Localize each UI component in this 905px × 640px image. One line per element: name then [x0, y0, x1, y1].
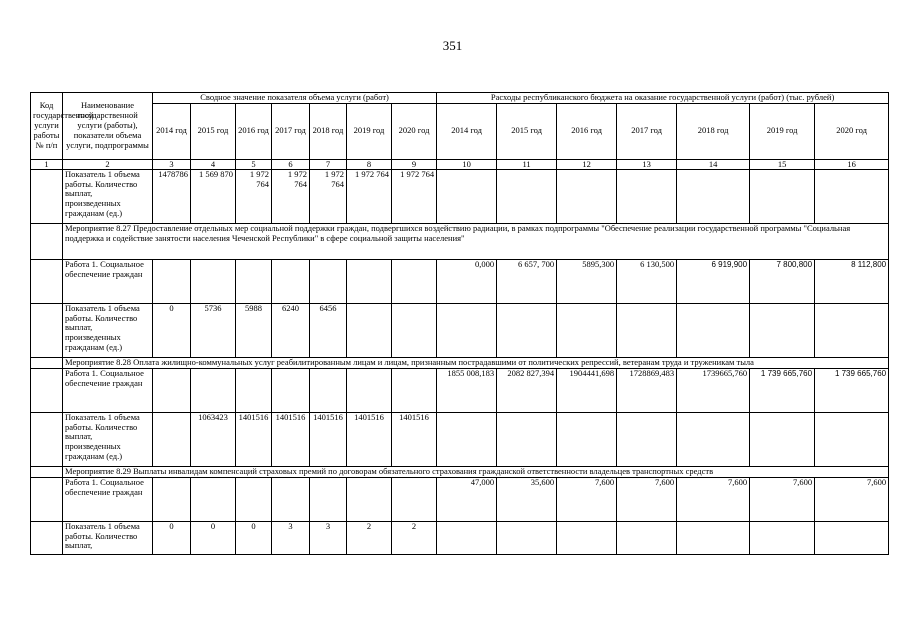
- budget-cell: [497, 412, 557, 466]
- column-number: 5: [236, 159, 272, 169]
- volume-cell: [191, 368, 236, 412]
- volume-cell: [236, 368, 272, 412]
- row-name: Показатель 1 объема работы. Количество выплат, произведенных гражданам (ед.): [63, 169, 153, 223]
- row-code: [31, 466, 63, 477]
- volume-cell: 3: [272, 521, 310, 554]
- volume-cell: 2: [392, 521, 437, 554]
- budget-cell: [815, 412, 889, 466]
- row-code: [31, 368, 63, 412]
- row-name: Работа 1. Социальное обеспечение граждан: [63, 368, 153, 412]
- volume-cell: [272, 368, 310, 412]
- budget-cell: [557, 169, 617, 223]
- budget-cell: 5895,300: [557, 259, 617, 303]
- volume-cell: [392, 303, 437, 357]
- header-budget-year: 2019 год: [750, 103, 815, 159]
- budget-cell: [677, 521, 750, 554]
- volume-cell: [347, 368, 392, 412]
- measure-row: [31, 223, 889, 259]
- table-row: [31, 169, 889, 223]
- header-volume-year: 2020 год: [392, 103, 437, 159]
- volume-cell: [153, 477, 191, 521]
- header-volume-year: 2018 год: [310, 103, 347, 159]
- budget-cell: 1 739 665,760: [750, 368, 815, 412]
- budget-cell: [617, 169, 677, 223]
- volume-cell: [236, 259, 272, 303]
- volume-cell: 1401516: [236, 412, 272, 466]
- budget-cell: [815, 303, 889, 357]
- table-row: [31, 259, 889, 303]
- budget-cell: [815, 521, 889, 554]
- header-budget-year: 2016 год: [557, 103, 617, 159]
- volume-cell: [272, 259, 310, 303]
- header-budget-year: 2014 год: [437, 103, 497, 159]
- budget-cell: [557, 303, 617, 357]
- budget-cell: 6 130,500: [617, 259, 677, 303]
- volume-cell: 1401516: [392, 412, 437, 466]
- row-code: [31, 412, 63, 466]
- budget-cell: 7,600: [677, 477, 750, 521]
- row-name: Работа 1. Социальное обеспечение граждан: [63, 259, 153, 303]
- header-budget-year: 2017 год: [617, 103, 677, 159]
- measure-row: [31, 357, 889, 368]
- budget-cell: [437, 169, 497, 223]
- budget-cell: 7,600: [815, 477, 889, 521]
- budget-cell: 1 739 665,760: [815, 368, 889, 412]
- budget-cell: [750, 303, 815, 357]
- volume-cell: [347, 303, 392, 357]
- budget-cell: 1728869,483: [617, 368, 677, 412]
- row-name: Показатель 1 объема работы. Количество выплат, произведенных гражданам (ед.): [63, 412, 153, 466]
- budget-cell: [437, 303, 497, 357]
- volume-cell: 0: [236, 521, 272, 554]
- volume-cell: 1 569 870: [191, 169, 236, 223]
- header-volume-year: 2019 год: [347, 103, 392, 159]
- column-number: 12: [557, 159, 617, 169]
- budget-cell: [497, 169, 557, 223]
- budget-cell: [497, 303, 557, 357]
- budget-cell: [437, 412, 497, 466]
- header-row-2: [31, 103, 889, 159]
- volume-cell: [347, 259, 392, 303]
- header-code: Код государственной услуги работы № п/п: [31, 93, 63, 160]
- volume-cell: 1 972 764: [236, 169, 272, 223]
- budget-cell: [497, 521, 557, 554]
- header-volume-year: 2014 год: [153, 103, 191, 159]
- budget-cell: [557, 412, 617, 466]
- column-number: 9: [392, 159, 437, 169]
- volume-cell: [347, 477, 392, 521]
- volume-cell: 1401516: [272, 412, 310, 466]
- column-number: 1: [31, 159, 63, 169]
- column-number: 15: [750, 159, 815, 169]
- volume-cell: [191, 477, 236, 521]
- budget-cell: [815, 169, 889, 223]
- row-code: [31, 169, 63, 223]
- budget-cell: [557, 521, 617, 554]
- column-number: 6: [272, 159, 310, 169]
- row-code: [31, 477, 63, 521]
- budget-cell: 35,600: [497, 477, 557, 521]
- budget-cell: [617, 521, 677, 554]
- budget-cell: 47,000: [437, 477, 497, 521]
- header-budget-year: 2018 год: [677, 103, 750, 159]
- row-code: [31, 521, 63, 554]
- volume-cell: 1063423: [191, 412, 236, 466]
- measure-text: Мероприятие 8.28 Оплата жилищно-коммунальных услуг реабилитированным лицам и лицам, признанным пострадавшими от политических репрессий, ветеранам труда и труженикам тыла: [63, 357, 889, 368]
- volume-cell: [310, 259, 347, 303]
- row-code: [31, 259, 63, 303]
- volume-cell: 0: [153, 303, 191, 357]
- volume-cell: [310, 368, 347, 412]
- budget-cell: 8 112,800: [815, 259, 889, 303]
- budget-cell: 7,600: [557, 477, 617, 521]
- volume-cell: 1 972 764: [272, 169, 310, 223]
- budget-cell: [677, 169, 750, 223]
- header-budget-group: Расходы республиканского бюджета на оказание государственной услуги (работ) (тыс. рублей): [437, 93, 889, 104]
- volume-cell: [153, 412, 191, 466]
- table-row: [31, 412, 889, 466]
- column-number: 13: [617, 159, 677, 169]
- budget-cell: [750, 169, 815, 223]
- volume-cell: 2: [347, 521, 392, 554]
- volume-cell: [392, 259, 437, 303]
- volume-cell: 3: [310, 521, 347, 554]
- volume-cell: [153, 259, 191, 303]
- budget-cell: 2082 827,394: [497, 368, 557, 412]
- budget-cell: 7,600: [750, 477, 815, 521]
- budget-cell: [617, 412, 677, 466]
- budget-cell: [677, 303, 750, 357]
- budget-cell: 1904441,698: [557, 368, 617, 412]
- volume-cell: 1478786: [153, 169, 191, 223]
- table-row: [31, 368, 889, 412]
- budget-cell: 1855 008,183: [437, 368, 497, 412]
- volume-cell: [191, 259, 236, 303]
- header-volume-year: 2017 год: [272, 103, 310, 159]
- volume-cell: [392, 477, 437, 521]
- column-number: 11: [497, 159, 557, 169]
- volume-cell: 6456: [310, 303, 347, 357]
- measure-row: [31, 466, 889, 477]
- volume-cell: [153, 368, 191, 412]
- header-row-1: [31, 93, 889, 104]
- volume-cell: 1401516: [347, 412, 392, 466]
- budget-cell: 6 657, 700: [497, 259, 557, 303]
- budget-table: [30, 92, 889, 555]
- column-number: 3: [153, 159, 191, 169]
- column-number: 4: [191, 159, 236, 169]
- budget-cell: 0,000: [437, 259, 497, 303]
- budget-cell: [750, 412, 815, 466]
- budget-cell: 1739665,760: [677, 368, 750, 412]
- budget-cell: 7,600: [617, 477, 677, 521]
- row-code: [31, 303, 63, 357]
- row-name: Работа 1. Социальное обеспечение граждан: [63, 477, 153, 521]
- row-code: [31, 357, 63, 368]
- column-number: 16: [815, 159, 889, 169]
- row-name: Показатель 1 объема работы. Количество выплат,: [63, 521, 153, 554]
- volume-cell: [272, 477, 310, 521]
- budget-cell: [437, 521, 497, 554]
- row-code: [31, 223, 63, 259]
- header-volume-group: Сводное значение показателя объема услуги (работ): [153, 93, 437, 104]
- volume-cell: 6240: [272, 303, 310, 357]
- table-row: [31, 521, 889, 554]
- budget-cell: [617, 303, 677, 357]
- budget-cell: [750, 521, 815, 554]
- volume-cell: 5736: [191, 303, 236, 357]
- volume-cell: [392, 368, 437, 412]
- volume-cell: 1401516: [310, 412, 347, 466]
- column-number: 14: [677, 159, 750, 169]
- row-name: Показатель 1 объема работы. Количество выплат, произведенных гражданам (ед.): [63, 303, 153, 357]
- table-row: [31, 477, 889, 521]
- header-volume-year: 2016 год: [236, 103, 272, 159]
- header-name: Наименование государственной услуги (работы), показатели объема услуги, подпрограммы: [63, 93, 153, 160]
- budget-cell: 6 919,900: [677, 259, 750, 303]
- header-budget-year: 2020 год: [815, 103, 889, 159]
- column-number: 2: [63, 159, 153, 169]
- budget-cell: [677, 412, 750, 466]
- volume-cell: 1 972 764: [392, 169, 437, 223]
- measure-text: Мероприятие 8.29 Выплаты инвалидам компенсаций страховых премий по договорам обязательного страхования гражданской ответственности владельцев транспортных средств: [63, 466, 889, 477]
- header-budget-year: 2015 год: [497, 103, 557, 159]
- column-number: 8: [347, 159, 392, 169]
- volume-cell: 1 972 764: [347, 169, 392, 223]
- volume-cell: 1 972 764: [310, 169, 347, 223]
- volume-cell: 0: [153, 521, 191, 554]
- volume-cell: 5988: [236, 303, 272, 357]
- volume-cell: [310, 477, 347, 521]
- budget-cell: 7 800,800: [750, 259, 815, 303]
- page-number: 351: [442, 38, 463, 53]
- measure-text: Мероприятие 8.27 Предоставление отдельных мер социальной поддержки граждан, подвергшихся воздействию радиации, в рамках подпрограммы "Обеспечение реализации государственной программы "Социальная поддержка и содействие занятости населения Чеченской Республики" в сфере социальной защиты населения": [63, 223, 889, 259]
- volume-cell: [236, 477, 272, 521]
- column-number-row: [31, 159, 889, 169]
- volume-cell: 0: [191, 521, 236, 554]
- header-volume-year: 2015 год: [191, 103, 236, 159]
- column-number: 7: [310, 159, 347, 169]
- column-number: 10: [437, 159, 497, 169]
- table-row: [31, 303, 889, 357]
